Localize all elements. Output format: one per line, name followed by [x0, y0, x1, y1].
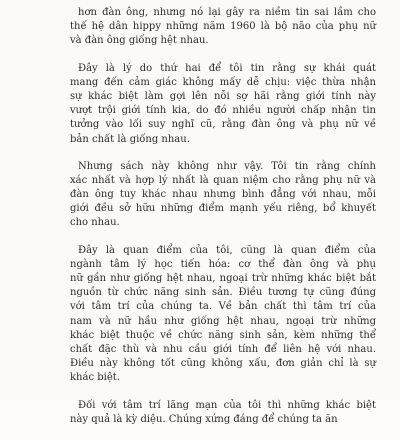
text-line: chất đặc thù và nhu cầu giới tính để liên hệ với nhau. — [70, 343, 376, 355]
text-line: sự khác biệt làm gợi lên nỗi sợ hãi rằng giới tính này — [70, 90, 376, 102]
text-line: hơn đàn ông, nhưng nó lại gây ra niềm tin sai lầm cho — [78, 7, 376, 18]
text-line: bản chất là giống nhau. — [70, 133, 190, 145]
text-line: Nhưng sách này không như vậy. Tôi tin rằng chính — [78, 160, 376, 172]
text-line: giới đều sở hữu những điểm mạnh yếu riêng, bổ khuyết — [70, 203, 376, 215]
text-line: này quả là kỳ diệu. Chúng xứng đáng để chúng ta ăn — [70, 413, 338, 425]
text-line: tưởng vào lối suy nghĩ cũ, rằng đàn ông và phụ nữ về — [70, 119, 376, 131]
paragraph — [70, 6, 376, 49]
text-line: khác biệt. — [70, 372, 120, 384]
text-line: mang đến cảm giác không mấy dễ chịu: việc thừa nhận — [70, 76, 376, 88]
text-line: thế hệ dân hippy những năm 1960 là bộ não của phụ nữ — [70, 21, 376, 33]
text-line: ngành tâm lý học tiến hóa: cơ thể đàn ông và phụ — [70, 258, 376, 270]
paragraph — [70, 244, 376, 386]
text-line: và đàn ông giống hệt nhau. — [70, 35, 209, 47]
text-line: Đây là quan điểm của tôi, cũng là quan điểm của — [78, 244, 376, 256]
text-line: vượt trội giới tính kia, do đó nhiều người chấp nhận tin — [70, 105, 376, 117]
text-line: nữ gần như giống hệt nhau, ngoại trừ những khác biệt bắt — [70, 273, 376, 284]
body-text — [70, 6, 376, 440]
paragraph — [70, 160, 376, 231]
text-line: Đây là lý do thứ hai để tôi tin rằng sự khái quát — [78, 62, 376, 74]
text-line: khác biệt thuộc về chức năng sinh sản, kèm những thể — [70, 329, 376, 341]
text-line: nam và nữ hầu như giống hệt nhau, ngoại trừ những — [70, 315, 376, 327]
text-line: xác nhất và hợp lý nhất là quan niệm cho rằng phụ nữ và — [70, 174, 376, 186]
paragraph — [70, 399, 376, 427]
text-line: đàn ông tuy khác nhau nhưng bình đẳng với nhau, mỗi — [70, 189, 376, 201]
paragraph — [70, 62, 376, 147]
text-line: cho nhau. — [70, 217, 120, 229]
text-line: Điều này không tốt cũng không xấu, đơn giản chỉ là sự — [70, 358, 376, 370]
text-line: Đối với tâm trí lãng mạn của tôi thì những khác biệt — [78, 399, 376, 411]
text-line: nguồn từ chức năng sinh sản. Điều tương tự cũng đúng — [70, 287, 376, 299]
text-line: với tâm trí của chúng ta. Về bản chất thì tâm trí của — [70, 301, 376, 313]
